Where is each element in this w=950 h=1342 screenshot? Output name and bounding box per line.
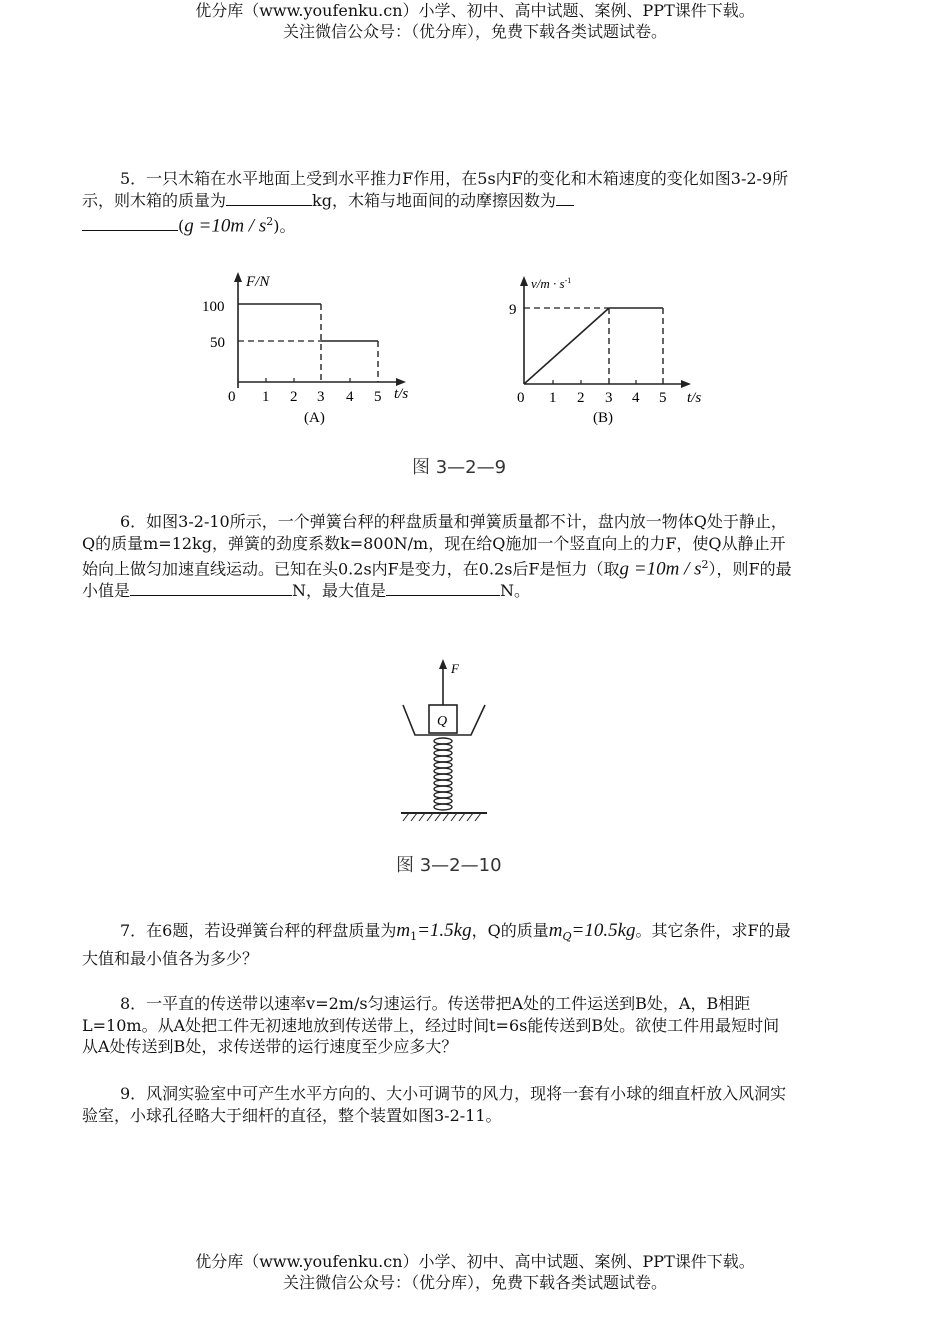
footer-line-2: 关注微信公众号：（优分库），免费下载各类试题试卷。 xyxy=(282,1273,667,1292)
q7-text-a: 7．在6题，若设弹簧台秤的秤盘质量为 xyxy=(120,921,397,940)
q6-text-b: ），则F的最小值是 xyxy=(82,559,792,600)
q7-m1-value: =1.5kg xyxy=(417,920,472,941)
figA-x-tick-4: 4 xyxy=(346,389,354,405)
q6-text-a: 6．如图3-2-10所示，一个弹簧台秤的秤盘质量和弹簧质量都不计，盘内放一物体Q处于静止，Q的质量m=12kg，弹簧的劲度系数k=800N/m，现在给Q施加一个竖直向上的力F，使Q从静止开始向上做匀加速直线运动。已知在头0.2s内F是变力，在0.2s后F是恒力（取 xyxy=(82,512,787,579)
figB-accel-line xyxy=(524,308,609,384)
figA-x-tick-5: 5 xyxy=(374,389,382,405)
figB-x-tick-5: 5 xyxy=(659,390,667,406)
header-line-1: 优分库（www.youfenku.cn）小学、初中、高中试题、案例、PPT课件下载。 xyxy=(195,1,755,20)
question-6 xyxy=(82,511,792,601)
figB-y-label-exp: -1 xyxy=(564,276,572,285)
figA-sub-label: (A) xyxy=(304,410,325,426)
figA-y-tick-50: 50 xyxy=(210,335,225,351)
ground-hatch xyxy=(403,813,481,821)
q8-text: 8．一平直的传送带以速率v=2m/s匀速运行。传送带把A处的工件运送到B处，A，B相距L=10m。从A处把工件无初速地放到传送带上，经过时间t=6s能传送到B处。欲使工件用最短时间从A处传送到B处，求传送带的运行速度至少应多大？ xyxy=(82,994,780,1056)
q7-m1-symbol: m xyxy=(396,920,411,941)
q7-mq-subscript: Q xyxy=(562,930,572,944)
figA-x-tick-1: 1 xyxy=(262,389,270,405)
q6-blank-max xyxy=(386,581,500,596)
q5-paren-close: )。 xyxy=(273,216,296,236)
q6-g-exponent: 2 xyxy=(701,558,709,571)
figB-x-tick-1: 1 xyxy=(549,390,557,406)
figure-3-2-10-caption: 图 3—2—10 xyxy=(396,855,502,876)
question-5 xyxy=(82,168,792,237)
q7-m1-subscript: 1 xyxy=(410,930,418,944)
figA-y-label: F/N xyxy=(246,274,270,290)
header-line-2: 关注微信公众号：（优分库），免费下载各类试题试卷。 xyxy=(282,22,667,41)
figB-x-tick-4: 4 xyxy=(632,390,640,406)
q7-text-c: 。其它条件，求F的最大值和最小值各为多少？ xyxy=(82,921,791,968)
figA-x-tick-3: 3 xyxy=(317,389,325,405)
figA-x-arrow xyxy=(396,378,406,386)
figure-b-velocity-graph xyxy=(505,270,730,435)
figure-a-force-graph xyxy=(190,268,430,433)
q7-mq-value: =10.5kg xyxy=(571,920,636,941)
q6-g-expression: g =10m / s xyxy=(619,558,702,580)
figB-sub-label: (B) xyxy=(593,410,613,426)
q5-blank-mu-start xyxy=(556,191,574,206)
q5-text-a: 5．一只木箱在水平地面上受到水平推力F作用，在5s内F的变化和木箱速度的变化如图3-2-9所示，则木箱的质量为 xyxy=(82,169,789,210)
figA-x-tick-2: 2 xyxy=(290,389,298,405)
q5-g-expression: g =10m / s xyxy=(184,215,267,237)
force-label: F xyxy=(451,661,459,676)
figA-x-tick-0: 0 xyxy=(228,389,236,405)
figB-x-arrow xyxy=(681,380,691,388)
q6-text-c: N，最大值是 xyxy=(292,580,387,600)
spring-coils xyxy=(434,738,452,810)
footer-line-1: 优分库（www.youfenku.cn）小学、初中、高中试题、案例、PPT课件下载。 xyxy=(195,1252,755,1271)
q5-g-exponent: 2 xyxy=(266,215,274,228)
figure-3-2-9-caption: 图 3—2—9 xyxy=(412,457,507,478)
page-header xyxy=(0,0,950,42)
force-arrow-head xyxy=(439,659,447,669)
figB-x-tick-0: 0 xyxy=(517,390,525,406)
q5-blank-mu xyxy=(82,216,178,231)
figB-x-tick-2: 2 xyxy=(577,390,585,406)
figA-x-label: t/s xyxy=(394,386,409,402)
figB-x-label: t/s xyxy=(687,390,702,406)
q7-text-b: ，Q的质量 xyxy=(471,921,549,940)
block-label: Q xyxy=(437,714,448,729)
figB-y-arrow xyxy=(520,276,528,286)
figA-y-tick-100: 100 xyxy=(202,299,225,315)
q6-text-d: N。 xyxy=(500,580,531,600)
figB-y-tick-9: 9 xyxy=(509,302,517,318)
q6-blank-min xyxy=(130,581,292,596)
figB-x-tick-3: 3 xyxy=(605,390,613,406)
question-9 xyxy=(82,1083,792,1126)
figB-y-label xyxy=(531,276,571,291)
q5-paren-open: ( xyxy=(178,216,185,236)
figA-y-arrow xyxy=(234,272,242,282)
q7-mq-symbol: m xyxy=(548,920,563,941)
page-footer xyxy=(0,1251,950,1293)
q5-text-b: kg，木箱与地面间的动摩擦因数为 xyxy=(312,190,556,210)
q9-text: 9．风洞实验室中可产生水平方向的、大小可调节的风力，现将一套有小球的细直杆放入风洞实验室，小球孔径略大于细杆的直径，整个装置如图3-2-11。 xyxy=(82,1084,787,1125)
question-8 xyxy=(82,993,792,1058)
question-7 xyxy=(82,920,792,969)
q5-blank-mass xyxy=(226,191,312,206)
figB-y-label-text: v/m · s xyxy=(531,276,565,291)
figure-spring-scale xyxy=(395,655,495,830)
